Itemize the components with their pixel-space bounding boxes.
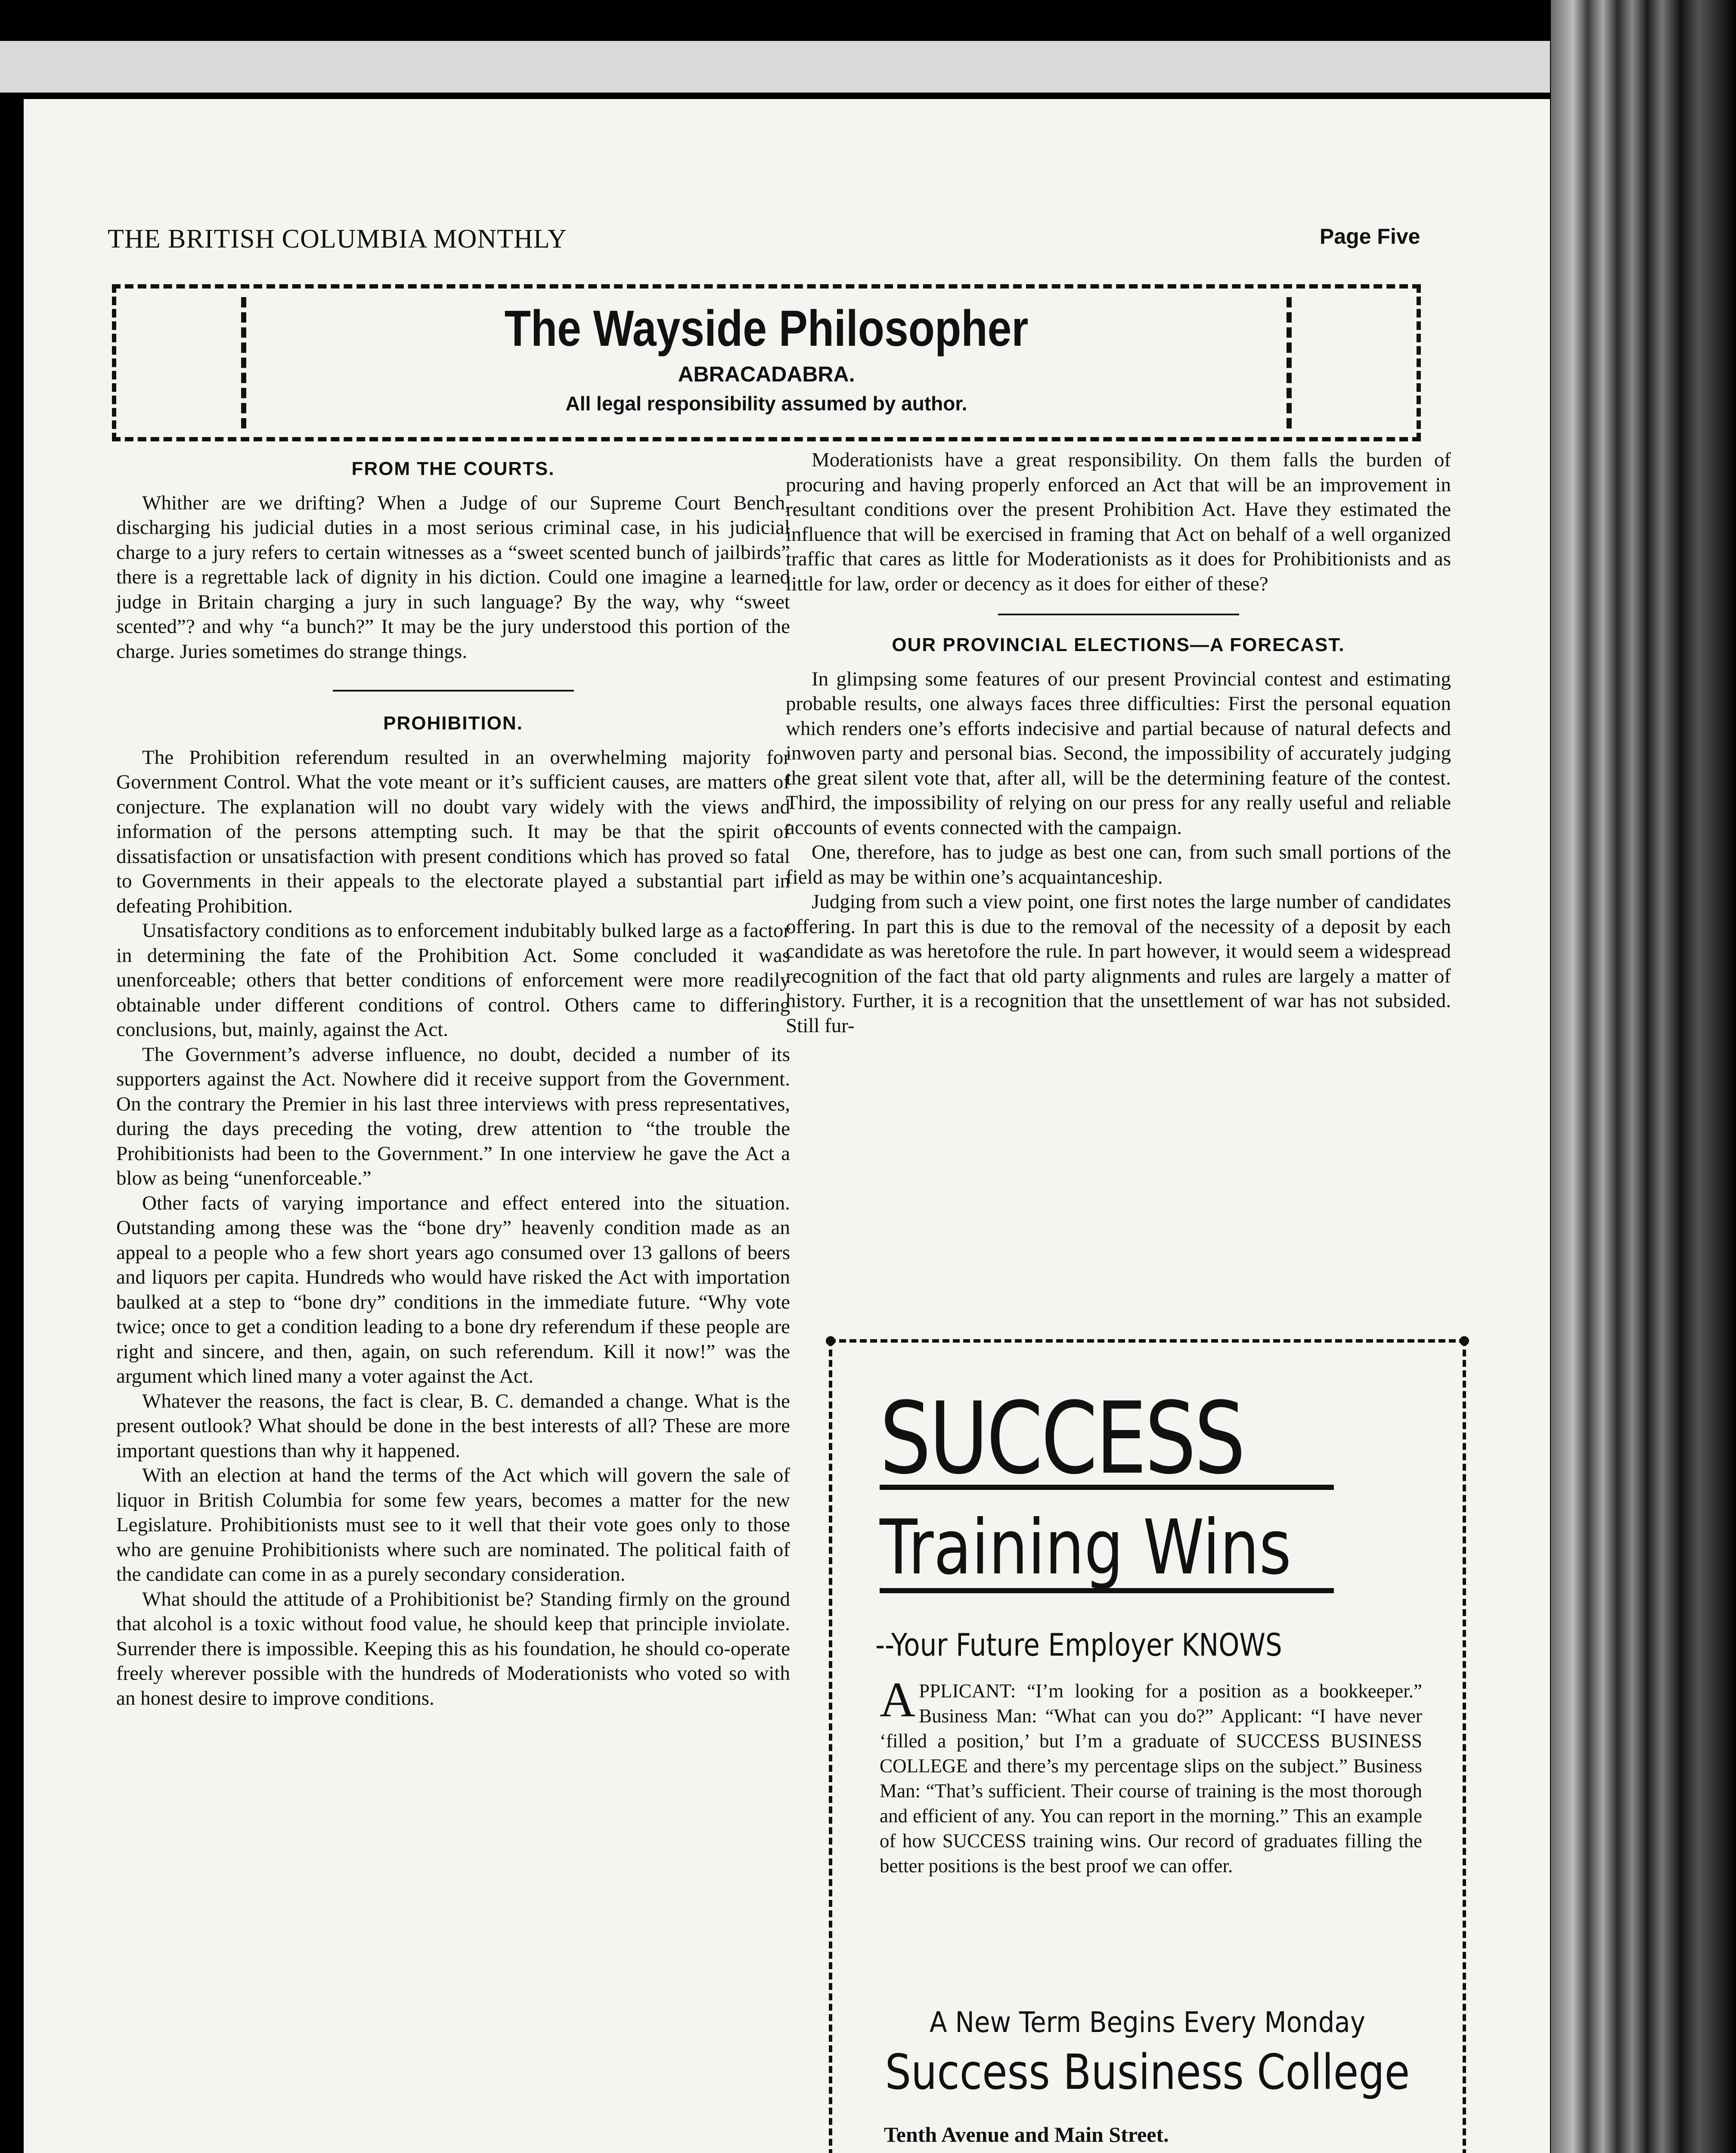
- ad-address: Tenth Avenue and Main Street.: [884, 2122, 1169, 2147]
- ad-body: [880, 1672, 1422, 1878]
- ad-body-text: PPLICANT: “I’m looking for a position as a bookkeeper.” Business Man: “What can you do?” Applicant: “I have never ‘filled a position,’ but I’m a graduate of SUCCESS BUSINESS COLLEGE and there’s my percentage slips on the subject.” Business Man: “That’s sufficient. Their course of training is the most thorough and efficient of any. You can report in the morning.” This an example of how SUCCESS training wins. Our record of graduates filling the better positions is the best proof we can offer.: [880, 1680, 1422, 1877]
- paragraph: Whatever the reasons, the fact is clear, B. C. demanded a change. What is the present outlook? What should be done in the best interests of all? These are more important questions than why it happened.: [116, 1390, 790, 1462]
- right-column: [786, 448, 1451, 1038]
- ad-term-notice: A New Term Begins Every Monday: [930, 2006, 1365, 2039]
- section-divider: [998, 614, 1239, 615]
- border-ornament: [1460, 1336, 1469, 1346]
- section-heading-elections: OUR PROVINCIAL ELECTIONS—A FORECAST.: [892, 634, 1345, 655]
- paragraph: Whither are we drifting? When a Judge of our Supreme Court Bench, discharging his judicial duties in a most serious criminal case, in his judicial charge to a jury refers to certain witnesses as a “sweet scented bunch of jailbirds” there is a regrettable lack of dignity in his diction. Could one imagine a learned judge in Britain charging a jury in such language? By the way, why “sweet scented”? and why “a bunch?” It may be the jury understood this portion of the charge. Juries sometimes do strange things.: [116, 491, 790, 663]
- column-subtitle: ABRACADABRA.: [678, 362, 855, 386]
- section-divider: [333, 690, 574, 692]
- paragraph: With an election at hand the terms of the Act which will govern the sale of liquor in British Columbia for some few years, becomes a matter for the new Legislature. Prohibitionists must see to it well that their vote goes only to those who are genuine Prohibitionists where such are nominated. The political faith of the candidate can come in as a purely secondary consideration.: [116, 1464, 790, 1585]
- column-title: The Wayside Philosopher: [504, 300, 1029, 357]
- paragraph: Judging from such a view point, one first notes the large number of candidates offering. In part this is due to the removal of the necessity of a deposit by each candidate as was heretofore the rule. In part however, it would seem a widespread recognition of the fact that old party alignments and rules are largely a matter of history. Further, it is a recognition that the unsettlement of war has not subsided. Still fur-: [786, 890, 1451, 1037]
- paragraph: One, therefore, has to judge as best one can, from such small portions of the field as may be within one’s acquaintanceship.: [786, 841, 1451, 888]
- section-heading-courts: FROM THE COURTS.: [351, 458, 555, 479]
- ad-rule: [880, 1485, 1334, 1490]
- paragraph: In glimpsing some features of our present Provincial contest and estimating probable results, one always faces three difficulties: First the personal equation which renders one’s efforts indecisive and partial because of natural defects and inwoven party and personal bias. Second, the impossibility of accurately judging the great silent vote that, after all, will be the determining feature of the contest. Third, the impossibility of relying on our press for any really useful and reliable accounts of events connected with the campaign.: [786, 667, 1451, 839]
- ad-subheadline: Training Wins: [880, 1504, 1292, 1591]
- paragraph: What should the attitude of a Prohibitionist be? Standing firmly on the ground that alcohol is a toxic without food value, he should keep that principle inviolate. Surrender there is impossible. Keeping this as his foundation, he should co-operate freely wherever possible with the hundreds of Moderationists who voted so with an honest desire to improve conditions.: [116, 1588, 790, 1709]
- paragraph: Other facts of varying importance and effect entered into the situation. Outstanding among these was the “bone dry” heavenly condition made as an appeal to a people who a few short years ago consumed over 13 gallons of beers and liquors per capita. Hundreds who would have risked the Act with importation baulked at a step to “bone dry” conditions in the immediate future. “Why vote twice; once to get a condition leading to a bone dry referendum if these people are right and sincere, and then, again, on such referendum. Kill it now!” was the argument which lined many a voter against the Act.: [116, 1191, 790, 1387]
- running-header: THE BRITISH COLUMBIA MONTHLY: [108, 224, 567, 254]
- ad-tagline: --Your Future Employer KNOWS: [875, 1627, 1282, 1663]
- paragraph: Moderationists have a great responsibility. On them falls the burden of procuring and having properly enforced an Act that will be an improvement in resultant conditions over the present Prohibition Act. Have they estimated the influence that will be exercised in framing that Act on behalf of a well organized traffic that cares as little for Moderationists as it does for Prohibitionists and as little for law, order or decency as it does for either of these?: [786, 449, 1451, 595]
- page-number: Page Five: [1320, 224, 1420, 248]
- left-column: [116, 456, 790, 1711]
- paragraph: Unsatisfactory conditions as to enforcement indubitably bulked large as a factor in determining the fate of the Prohibition Act. Some concluded it was unenforceable; others that better conditions of enforcement were more readily obtainable under different conditions of control. Others came to differing conclusions, but, mainly, against the Act.: [116, 919, 790, 1041]
- column-banner: [112, 284, 1421, 441]
- drop-cap: A: [880, 1672, 916, 1727]
- ad-headline: SUCCESS: [880, 1381, 1244, 1496]
- section-heading-prohibition: PROHIBITION.: [383, 713, 523, 734]
- success-college-advertisement: [829, 1339, 1466, 2153]
- ad-college-name: Success Business College: [885, 2044, 1410, 2100]
- magazine-page: [24, 99, 1550, 2153]
- scan-top-strip: [0, 41, 1550, 93]
- paragraph: The Government’s adverse influence, no doubt, decided a number of its supporters against the Act. Nowhere did it receive support from the Government. On the contrary the Premier in his last three interviews with press representatives, during the days preceding the voting, drew attention to “the trouble the Prohibitionists had been to the Government.” In one interview he gave the Act a blow as being “unenforceable.”: [116, 1043, 790, 1189]
- ad-rule: [880, 1588, 1334, 1593]
- paragraph: The Prohibition referendum resulted in an overwhelming majority for Government Control. What the vote meant or it’s sufficient causes, are matters of conjecture. The explanation will no doubt vary widely with the views and information of the persons attempting such. It may be that the spirit of dissatisfaction or unsatisfaction with present conditions which has proved so fatal to Governments in their appeals to the electorate played a substantial part in defeating Prohibition.: [116, 746, 790, 917]
- border-ornament: [826, 1336, 835, 1346]
- column-disclaimer: All legal responsibility assumed by author.: [565, 392, 967, 415]
- page-edge-stack: [1551, 0, 1736, 2153]
